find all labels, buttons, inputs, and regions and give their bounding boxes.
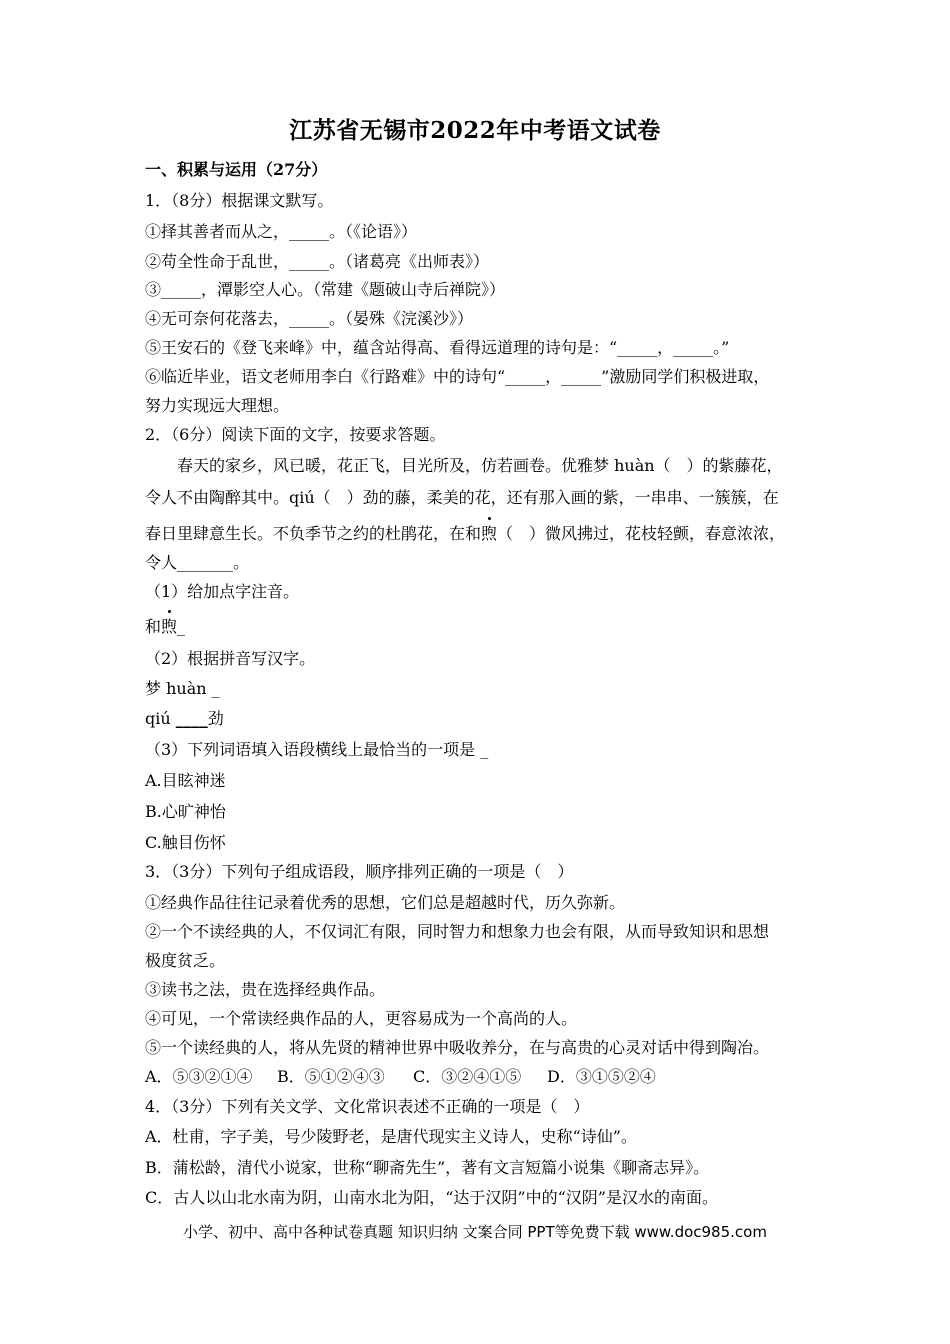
q2-option-b: B.心旷神怡 [145, 802, 226, 821]
q3-stem: 3．（3分）下列句子组成语段，顺序排列正确的一项是（ ） [145, 862, 574, 881]
q3-option-d: D．③①⑤②④ [547, 1067, 656, 1086]
q2-sub1-answer [145, 617, 185, 637]
q3-sentence-5: ⑤一个读经典的人，将从先贤的精神世界中吸收养分，在与高贵的心灵对话中得到陶冶。 [145, 1038, 770, 1057]
q4-option-c: C．古人以山北水南为阴，山南水北为阳，“达于汉阴”中的“汉阴”是汉水的南面。 [145, 1188, 718, 1207]
q2-paragraph-line-4: 令人_______。 [145, 553, 250, 572]
q2-paragraph-line-1: 春天的家乡，风已暖，花正飞，目光所及，仿若画卷。优雅梦 huàn（ ）的紫藤花， [177, 456, 783, 475]
q2-stem: 2．（6分）阅读下面的文字，按要求答题。 [145, 425, 446, 444]
sub2-b-blank: ____ [175, 709, 208, 728]
q2-para3-b: （ ）微风拂过，花枝轻颤，春意浓浓， [497, 524, 786, 543]
q2-paragraph-line-3 [145, 524, 785, 544]
q2-paragraph-line-2: 令人不由陶醉其中。qiú（ ）劲的藤，柔美的花，还有那入画的紫，一串串、一簇簇，在 [145, 488, 779, 507]
q1-item-6: ⑥临近毕业，语文老师用李白《行路难》中的诗句“_____，_____”激励同学们积极进取， [145, 367, 770, 386]
sub1-blank: _ [177, 617, 186, 636]
sub2-b-char: 劲 [207, 709, 224, 728]
q3-option-c: C．③②④①⑤ [413, 1067, 522, 1086]
q1-item-2: ②苟全性命于乱世，_____。（诸葛亮《出师表》） [145, 252, 490, 271]
q3-option-b: B．⑤①②④③ [277, 1067, 385, 1086]
q3-option-a: A．⑤③②①④ [145, 1067, 253, 1086]
q2-sub2-a: 梦 huàn _ [145, 679, 220, 698]
q2-option-c: C.触目伤怀 [145, 833, 226, 852]
q1-stem: 1．（8分）根据课文默写。 [145, 191, 334, 210]
q3-sentence-3: ③读书之法，贵在选择经典作品。 [145, 980, 386, 999]
q3-options [145, 1067, 656, 1087]
section-heading: 一、积累与运用（27分） [145, 160, 328, 179]
footer-watermark: 小学、初中、高中各种试卷真题 知识归纳 文案合同 PPT等免费下载 www.doc985.com [183, 1223, 767, 1241]
q3-sentence-1: ①经典作品往往记录着优秀的思想，它们总是超越时代，历久弥新。 [145, 893, 626, 912]
q2-sub3: （3）下列词语填入语段横线上最恰当的一项是 _ [145, 740, 489, 759]
q3-sentence-4: ④可见，一个常读经典作品的人，更容易成为一个高尚的人。 [145, 1009, 578, 1028]
q2-para3-a: 春日里肆意生长。不负季节之约的杜鹃花，在和 [145, 524, 482, 543]
q2-sub1: （1）给加点字注音。 [145, 582, 300, 601]
q4-option-a: A．杜甫，字子美，号少陵野老，是唐代现实主义诗人，史称“诗仙”。 [145, 1127, 637, 1146]
q1-item-6-cont: 努力实现远大理想。 [145, 396, 290, 415]
q2-sub2: （2）根据拼音写汉字。 [145, 649, 316, 668]
q1-item-1: ①择其善者而从之，_____。（《论语》） [145, 222, 418, 241]
q3-sentence-2-cont: 极度贫乏。 [145, 951, 226, 970]
q1-item-5: ⑤王安石的《登飞来峰》中，蕴含站得高、看得远道理的诗句是：“_____，_____。” [145, 338, 730, 357]
q1-item-4: ④无可奈何花落去，_____。（晏殊《浣溪沙》） [145, 309, 474, 328]
emphasis-dot-char: 煦 [481, 524, 498, 543]
sub1-dotted-char: 煦 [161, 617, 178, 636]
q4-stem: 4．（3分）下列有关文学、文化常识表述不正确的一项是（ ） [145, 1097, 590, 1116]
sub1-char: 和 [145, 617, 162, 636]
q4-option-b: B．蒲松龄，清代小说家，世称“聊斋先生”，著有文言短篇小说集《聊斋志异》。 [145, 1158, 710, 1177]
exam-title: 江苏省无锡市2022年中考语文试卷 [289, 117, 661, 144]
q2-sub2-b [145, 709, 224, 729]
q2-option-a: A.目眩神迷 [145, 771, 226, 790]
sub2-b-pinyin: qiú [145, 709, 176, 728]
q1-item-3: ③_____，潭影空人心。（常建《题破山寺后禅院》） [145, 280, 506, 299]
q3-sentence-2: ②一个不读经典的人，不仅词汇有限，同时智力和想象力也会有限，从而导致知识和思想 [145, 922, 770, 941]
